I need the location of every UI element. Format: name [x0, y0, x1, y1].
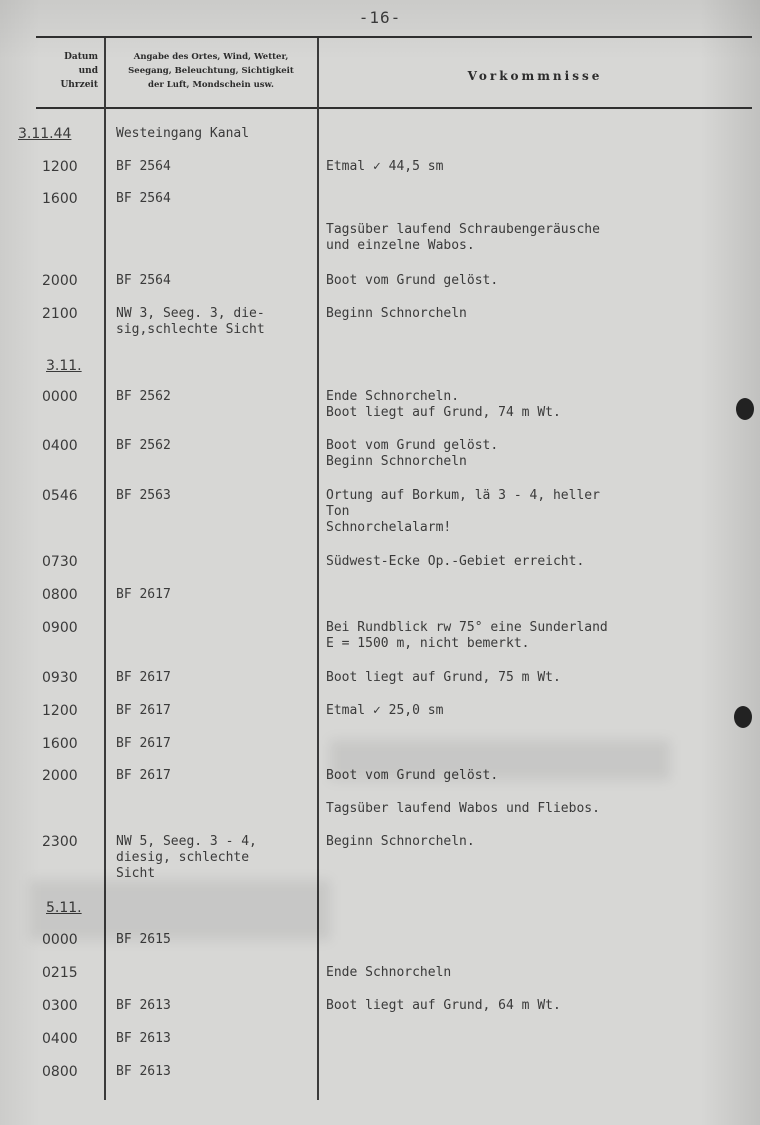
row-time: 0900	[42, 620, 78, 636]
row-time: 1600	[42, 736, 78, 752]
row-event: Tagsüber laufend Wabos und Fliebos.	[326, 801, 600, 816]
row-event: Tagsüber laufend Schraubengeräusche und einzelne Wabos.	[326, 222, 600, 253]
row-time: 0215	[42, 965, 78, 981]
row-event: Boot vom Grund gelöst.	[326, 768, 499, 783]
row-event: Südwest-Ecke Op.-Gebiet erreicht.	[326, 554, 585, 569]
row-event: Etmal ✓ 25,0 sm	[326, 703, 444, 718]
row-date: 3.11.	[46, 358, 82, 374]
row-event: Beginn Schnorcheln.	[326, 834, 475, 849]
header-location-line-2: Seegang, Beleuchtung, Sichtigkeit	[128, 66, 294, 76]
row-time: 0730	[42, 554, 78, 570]
column-divider-1	[104, 38, 106, 1100]
header-location-line-1: Angabe des Ortes, Wind, Wetter,	[133, 52, 289, 62]
row-event: Boot liegt auf Grund, 75 m Wt.	[326, 670, 561, 685]
header-date-line-3: Uhrzeit	[60, 80, 98, 90]
row-location: BF 2617	[116, 670, 171, 685]
row-event: Boot vom Grund gelöst.	[326, 273, 499, 288]
row-time: 1200	[42, 703, 78, 719]
row-location: BF 2564	[116, 159, 171, 174]
row-time: 2000	[42, 273, 78, 289]
row-time: 1200	[42, 159, 78, 175]
row-event: Ende Schnorcheln. Boot liegt auf Grund, 74 m Wt.	[326, 389, 561, 420]
row-event: Ortung auf Borkum, lä 3 - 4, heller Ton Schnorchelalarm!	[326, 488, 600, 535]
punch-hole	[734, 706, 752, 728]
header-rule	[36, 107, 752, 109]
header-location-weather	[108, 50, 314, 92]
row-location: BF 2564	[116, 273, 171, 288]
row-location: BF 2613	[116, 998, 171, 1013]
scan-smudge	[330, 740, 670, 780]
row-date: 5.11.	[46, 900, 82, 916]
row-location: BF 2615	[116, 932, 171, 947]
punch-hole	[736, 398, 754, 420]
row-location: BF 2617	[116, 768, 171, 783]
row-time: 2100	[42, 306, 78, 322]
row-time: 2000	[42, 768, 78, 784]
row-date: 3.11.44	[18, 126, 72, 142]
header-location-line-3: der Luft, Mondschein usw.	[148, 80, 274, 90]
column-divider-2	[317, 38, 319, 1100]
row-time: 0400	[42, 1031, 78, 1047]
row-location: BF 2613	[116, 1031, 171, 1046]
row-time: 0000	[42, 932, 78, 948]
header-date-line-2: und	[78, 66, 98, 76]
row-time: 0800	[42, 587, 78, 603]
row-location: BF 2617	[116, 587, 171, 602]
header-date-time	[40, 50, 98, 92]
row-location: Westeingang Kanal	[116, 126, 250, 141]
row-location: BF 2563	[116, 488, 171, 503]
row-location: NW 5, Seeg. 3 - 4, diesig, schlechte Sicht	[116, 834, 257, 881]
row-location: BF 2562	[116, 389, 171, 404]
row-event: Etmal ✓ 44,5 sm	[326, 159, 444, 174]
row-time: 0400	[42, 438, 78, 454]
row-event: Ende Schnorcheln	[326, 965, 452, 980]
row-location: BF 2617	[116, 736, 171, 751]
row-location: BF 2562	[116, 438, 171, 453]
top-rule	[36, 36, 752, 38]
row-time: 2300	[42, 834, 78, 850]
row-event: Boot liegt auf Grund, 64 m Wt.	[326, 998, 561, 1013]
row-location: BF 2613	[116, 1064, 171, 1079]
row-event: Beginn Schnorcheln	[326, 306, 467, 321]
row-time: 0000	[42, 389, 78, 405]
row-location: BF 2564	[116, 191, 171, 206]
row-time: 0300	[42, 998, 78, 1014]
row-time: 0546	[42, 488, 78, 504]
header-date-line-1: Datum	[64, 52, 98, 62]
scan-smudge	[30, 880, 330, 940]
row-event: Boot vom Grund gelöst. Beginn Schnorcheln	[326, 438, 499, 469]
row-location: BF 2617	[116, 703, 171, 718]
row-event: Bei Rundblick rw 75° eine Sunderland E = 1500 m, nicht bemerkt.	[326, 620, 608, 651]
row-location: NW 3, Seeg. 3, die- sig,schlechte Sicht	[116, 306, 265, 337]
row-time: 1600	[42, 191, 78, 207]
row-time: 0800	[42, 1064, 78, 1080]
row-time: 0930	[42, 670, 78, 686]
page-number: -16-	[358, 8, 402, 27]
header-events: Vorkommnisse	[467, 69, 603, 83]
